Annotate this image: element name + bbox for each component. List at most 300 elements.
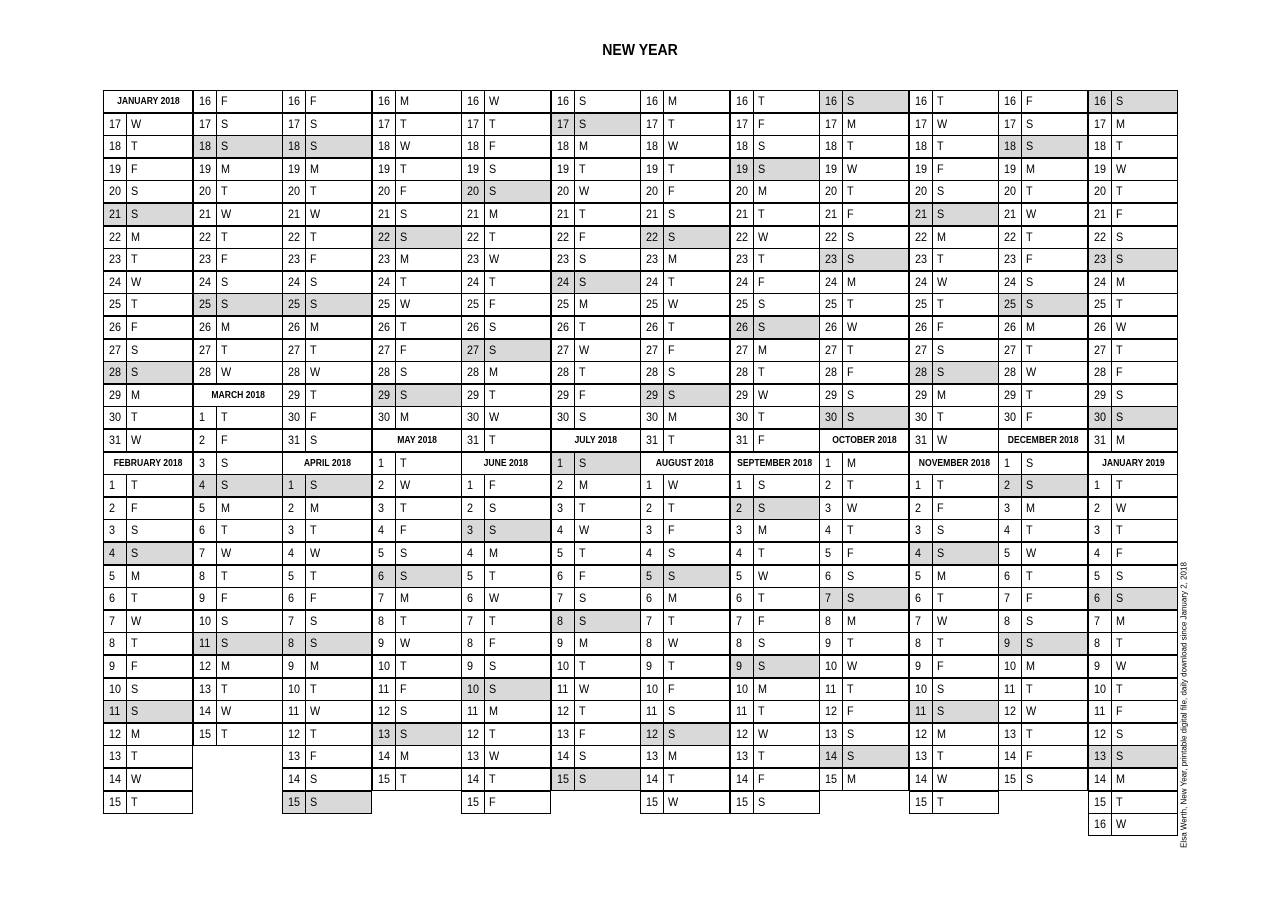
weekday-letter <box>216 204 282 225</box>
weekday-letter <box>932 181 998 202</box>
weekday-text: S <box>668 704 676 718</box>
weekday-text: W <box>758 230 769 244</box>
day-cell-weekend <box>282 474 372 497</box>
weekday-text: S <box>1116 749 1124 763</box>
weekday-text: T <box>400 614 407 628</box>
day-cell <box>730 429 820 452</box>
weekday-letter <box>663 91 729 112</box>
day-number <box>373 181 396 202</box>
day-number <box>910 520 933 541</box>
day-cell-weekend <box>640 384 730 407</box>
day-number-text: 18 <box>557 139 570 153</box>
day-number <box>1089 385 1112 406</box>
weekday-text: M <box>310 659 319 673</box>
day-cell <box>1088 655 1178 678</box>
day-cell <box>282 700 372 723</box>
day-number-text: 31 <box>736 433 749 447</box>
weekday-letter <box>663 430 729 451</box>
day-number <box>462 520 485 541</box>
day-number-text: 10 <box>557 659 570 673</box>
day-cell <box>1088 293 1178 316</box>
weekday-text: S <box>1116 252 1124 266</box>
day-number-text: 18 <box>378 139 391 153</box>
weekday-text: W <box>668 636 679 650</box>
weekday-text: S <box>221 275 229 289</box>
day-number <box>283 91 306 112</box>
weekday-text: W <box>937 117 948 131</box>
weekday-text: W <box>579 682 590 696</box>
day-number-text: 10 <box>378 659 391 673</box>
day-number <box>1089 317 1112 338</box>
day-cell-weekend <box>372 723 462 746</box>
day-number <box>910 385 933 406</box>
day-cell <box>819 226 909 249</box>
month-header <box>551 429 641 452</box>
weekday-text: S <box>579 94 587 108</box>
day-cell-weekend <box>909 542 999 565</box>
day-number-text: 1 <box>467 478 474 492</box>
day-number <box>820 181 843 202</box>
day-number-text: 21 <box>109 207 122 221</box>
day-number-text: 15 <box>557 772 570 786</box>
weekday-letter <box>1111 430 1177 451</box>
weekday-letter <box>663 136 729 157</box>
weekday-letter <box>1021 543 1087 564</box>
weekday-letter <box>932 566 998 587</box>
day-number <box>910 543 933 564</box>
weekday-letter <box>663 362 729 383</box>
weekday-letter <box>1021 114 1087 135</box>
day-cell <box>640 497 730 520</box>
day-number-text: 2 <box>378 478 385 492</box>
weekday-text: W <box>131 433 142 447</box>
weekday-letter <box>663 227 729 248</box>
day-number <box>820 159 843 180</box>
day-cell <box>461 135 551 158</box>
weekday-text: T <box>131 139 138 153</box>
weekday-text: S <box>489 682 497 696</box>
weekday-letter <box>753 656 819 677</box>
weekday-letter <box>216 520 282 541</box>
day-cell <box>282 90 372 113</box>
weekday-text: F <box>131 659 138 673</box>
weekday-letter <box>1021 407 1087 428</box>
weekday-letter <box>395 746 461 767</box>
weekday-text: M <box>400 749 409 763</box>
weekday-letter <box>484 159 550 180</box>
day-cell <box>461 158 551 181</box>
weekday-text: S <box>758 636 766 650</box>
day-number <box>910 272 933 293</box>
weekday-text: F <box>847 704 854 718</box>
weekday-text: S <box>1116 591 1124 605</box>
day-cell <box>461 497 551 520</box>
day-number-text: 24 <box>1004 275 1017 289</box>
day-cell-weekend <box>730 655 820 678</box>
day-number-text: 7 <box>557 591 564 605</box>
weekday-letter <box>753 724 819 745</box>
weekday-letter <box>663 407 729 428</box>
weekday-text: M <box>1026 320 1035 334</box>
weekday-letter <box>842 611 908 632</box>
weekday-letter <box>574 724 640 745</box>
weekday-text: F <box>310 591 317 605</box>
day-number-text: 6 <box>467 591 474 605</box>
weekday-text: S <box>847 230 855 244</box>
weekday-letter <box>216 633 282 654</box>
weekday-text: F <box>668 682 675 696</box>
weekday-text: M <box>400 410 409 424</box>
day-number-text: 9 <box>646 659 653 673</box>
day-number-text: 11 <box>915 704 927 718</box>
weekday-text: F <box>579 230 586 244</box>
day-cell <box>909 632 999 655</box>
month-header <box>1088 452 1178 475</box>
weekday-letter <box>663 475 729 496</box>
weekday-letter <box>1111 181 1177 202</box>
day-cell <box>819 610 909 633</box>
weekday-letter <box>216 430 282 451</box>
day-cell <box>819 474 909 497</box>
day-number <box>104 407 127 428</box>
day-number-text: 20 <box>557 184 570 198</box>
weekday-letter <box>574 204 640 225</box>
day-number <box>552 317 575 338</box>
day-cell <box>909 610 999 633</box>
day-number-text: 11 <box>467 704 479 718</box>
day-number-text: 9 <box>199 591 206 605</box>
weekday-letter <box>663 159 729 180</box>
weekday-letter <box>1111 340 1177 361</box>
weekday-letter <box>574 701 640 722</box>
day-number <box>641 588 664 609</box>
weekday-letter <box>395 566 461 587</box>
day-cell <box>551 587 641 610</box>
day-number <box>194 701 217 722</box>
day-number <box>820 679 843 700</box>
day-number <box>552 498 575 519</box>
day-number <box>820 633 843 654</box>
day-cell <box>640 474 730 497</box>
weekday-text: T <box>1026 388 1033 402</box>
weekday-letter <box>1021 498 1087 519</box>
day-cell <box>461 632 551 655</box>
day-cell <box>1088 113 1178 136</box>
day-number <box>194 362 217 383</box>
weekday-text: S <box>1026 297 1034 311</box>
day-number <box>373 520 396 541</box>
day-number-text: 11 <box>1094 704 1106 718</box>
day-cell <box>103 248 193 271</box>
day-number-text: 16 <box>378 94 391 108</box>
day-number <box>194 611 217 632</box>
weekday-text: W <box>1026 704 1037 718</box>
day-cell <box>819 203 909 226</box>
day-number-text: 9 <box>825 636 832 650</box>
page-title: NEW YEAR <box>602 42 678 59</box>
day-cell <box>640 203 730 226</box>
weekday-letter <box>842 407 908 428</box>
weekday-letter <box>395 407 461 428</box>
day-cell <box>1088 632 1178 655</box>
weekday-letter <box>753 340 819 361</box>
day-number <box>641 724 664 745</box>
weekday-text: T <box>758 94 765 108</box>
day-number <box>104 746 127 767</box>
weekday-text: T <box>489 388 496 402</box>
day-number-text: 2 <box>199 433 206 447</box>
weekday-letter <box>305 543 371 564</box>
day-number-text: 22 <box>378 230 391 244</box>
day-number-text: 29 <box>557 388 570 402</box>
day-number-text: 28 <box>915 365 928 379</box>
weekday-text: S <box>400 704 408 718</box>
day-cell-weekend <box>998 474 1088 497</box>
weekday-letter <box>753 317 819 338</box>
weekday-letter <box>1111 792 1177 813</box>
day-cell-weekend <box>372 226 462 249</box>
day-number-text: 3 <box>467 523 474 537</box>
day-number-text: 4 <box>825 523 832 537</box>
day-cell <box>551 655 641 678</box>
weekday-letter <box>663 769 729 790</box>
weekday-text: S <box>1026 636 1034 650</box>
weekday-letter <box>842 385 908 406</box>
weekday-letter <box>484 430 550 451</box>
day-number <box>999 566 1022 587</box>
day-cell-weekend <box>461 519 551 542</box>
day-cell-weekend <box>372 384 462 407</box>
day-cell <box>640 632 730 655</box>
day-number-text: 30 <box>1004 410 1017 424</box>
day-number-text: 16 <box>915 94 928 108</box>
day-cell <box>909 745 999 768</box>
weekday-letter <box>305 91 371 112</box>
weekday-text: W <box>131 614 142 628</box>
weekday-letter <box>932 249 998 270</box>
day-number <box>462 181 485 202</box>
weekday-letter <box>126 272 192 293</box>
day-number-text: 18 <box>199 139 212 153</box>
weekday-text: T <box>310 523 317 537</box>
weekday-text: M <box>400 94 409 108</box>
weekday-text: M <box>668 591 677 605</box>
weekday-text: M <box>668 749 677 763</box>
day-cell <box>1088 610 1178 633</box>
day-number-text: 11 <box>1004 682 1016 696</box>
day-number <box>462 656 485 677</box>
day-cell-weekend <box>551 768 641 791</box>
day-number-text: 25 <box>915 297 928 311</box>
weekday-text: T <box>937 410 944 424</box>
day-cell <box>909 565 999 588</box>
day-number <box>194 294 217 315</box>
day-number <box>194 136 217 157</box>
day-cell <box>730 293 820 316</box>
day-number-text: 6 <box>378 569 385 583</box>
day-number-text: 13 <box>288 749 301 763</box>
weekday-letter <box>1111 746 1177 767</box>
day-number-text: 29 <box>915 388 928 402</box>
weekday-letter <box>1021 159 1087 180</box>
day-cell-weekend <box>372 565 462 588</box>
day-number-text: 19 <box>199 162 212 176</box>
day-number <box>462 317 485 338</box>
day-number-text: 25 <box>1094 297 1107 311</box>
weekday-text: F <box>1026 94 1033 108</box>
day-number <box>999 114 1022 135</box>
weekday-letter <box>753 746 819 767</box>
day-cell-weekend <box>193 474 283 497</box>
day-cell-weekend <box>730 158 820 181</box>
day-cell <box>998 452 1088 475</box>
day-number <box>641 385 664 406</box>
day-number-text: 11 <box>825 682 837 696</box>
weekday-letter <box>574 294 640 315</box>
weekday-letter <box>216 679 282 700</box>
day-number <box>910 362 933 383</box>
weekday-text: W <box>400 478 411 492</box>
day-cell <box>461 768 551 791</box>
day-number <box>194 249 217 270</box>
weekday-text: W <box>489 591 500 605</box>
day-number <box>104 340 127 361</box>
weekday-letter <box>663 385 729 406</box>
weekday-letter <box>663 317 729 338</box>
day-cell-weekend <box>1088 90 1178 113</box>
day-number <box>283 543 306 564</box>
weekday-text: T <box>489 772 496 786</box>
day-number-text: 1 <box>825 456 832 470</box>
weekday-letter <box>1111 543 1177 564</box>
day-cell <box>909 474 999 497</box>
day-number-text: 3 <box>915 523 922 537</box>
day-number-text: 31 <box>467 433 480 447</box>
day-number-text: 3 <box>736 523 743 537</box>
day-cell <box>103 384 193 407</box>
day-number <box>641 679 664 700</box>
weekday-letter <box>1021 181 1087 202</box>
weekday-text: F <box>131 501 138 515</box>
day-number-text: 24 <box>288 275 301 289</box>
month-header <box>909 452 999 475</box>
day-cell-weekend <box>193 135 283 158</box>
weekday-letter <box>753 566 819 587</box>
weekday-text: T <box>1026 727 1033 741</box>
weekday-letter <box>842 204 908 225</box>
day-number <box>104 114 127 135</box>
day-number <box>999 769 1022 790</box>
weekday-text: T <box>668 433 675 447</box>
day-number-text: 8 <box>736 636 743 650</box>
day-number-text: 14 <box>199 704 212 718</box>
day-number-text: 27 <box>378 343 391 357</box>
day-number-text: 17 <box>1004 117 1017 131</box>
weekday-letter <box>305 407 371 428</box>
weekday-letter <box>663 114 729 135</box>
day-number <box>1089 701 1112 722</box>
day-number-text: 26 <box>378 320 391 334</box>
day-number-text: 25 <box>109 297 122 311</box>
day-number <box>999 362 1022 383</box>
day-cell-weekend <box>461 678 551 701</box>
weekday-text: T <box>1116 523 1123 537</box>
weekday-letter <box>842 498 908 519</box>
day-number <box>462 272 485 293</box>
day-number-text: 26 <box>199 320 212 334</box>
month-name: NOVEMBER 2018 <box>918 458 990 469</box>
day-cell <box>103 519 193 542</box>
day-number <box>552 633 575 654</box>
day-cell <box>282 678 372 701</box>
weekday-letter <box>305 181 371 202</box>
day-number-text: 28 <box>109 365 122 379</box>
weekday-letter <box>842 227 908 248</box>
day-cell <box>909 429 999 452</box>
day-number <box>373 498 396 519</box>
weekday-letter <box>663 633 729 654</box>
day-number <box>1089 543 1112 564</box>
month-name: FEBRUARY 2018 <box>113 458 183 469</box>
weekday-text: T <box>221 343 228 357</box>
day-number-text: 8 <box>378 614 385 628</box>
day-number <box>910 340 933 361</box>
weekday-letter <box>1111 385 1177 406</box>
day-number-text: 28 <box>825 365 838 379</box>
weekday-letter <box>842 272 908 293</box>
weekday-text: W <box>1116 162 1127 176</box>
day-number <box>999 543 1022 564</box>
day-number-text: 20 <box>1094 184 1107 198</box>
day-cell <box>640 293 730 316</box>
day-cell <box>282 316 372 339</box>
day-cell <box>193 90 283 113</box>
weekday-letter <box>395 498 461 519</box>
weekday-letter <box>753 475 819 496</box>
day-number-text: 29 <box>378 388 391 402</box>
day-cell <box>103 406 193 429</box>
weekday-text: T <box>221 523 228 537</box>
weekday-letter <box>1111 475 1177 496</box>
day-number-text: 13 <box>557 727 570 741</box>
day-cell <box>372 339 462 362</box>
weekday-letter <box>1111 317 1177 338</box>
weekday-text: M <box>131 388 140 402</box>
weekday-text: W <box>1026 207 1037 221</box>
weekday-letter <box>1111 724 1177 745</box>
weekday-text: T <box>668 275 675 289</box>
day-number <box>910 91 933 112</box>
day-number-text: 22 <box>1094 230 1107 244</box>
day-number <box>1089 498 1112 519</box>
weekday-letter <box>305 724 371 745</box>
day-number <box>731 385 754 406</box>
day-number <box>104 679 127 700</box>
day-cell <box>551 226 641 249</box>
day-cell <box>998 610 1088 633</box>
day-number-text: 17 <box>1094 117 1107 131</box>
day-number <box>641 362 664 383</box>
day-number <box>194 475 217 496</box>
day-number <box>373 588 396 609</box>
day-cell <box>640 678 730 701</box>
weekday-letter <box>126 498 192 519</box>
day-cell <box>103 565 193 588</box>
weekday-letter <box>753 91 819 112</box>
day-cell <box>1088 135 1178 158</box>
day-number <box>462 430 485 451</box>
day-number <box>373 114 396 135</box>
